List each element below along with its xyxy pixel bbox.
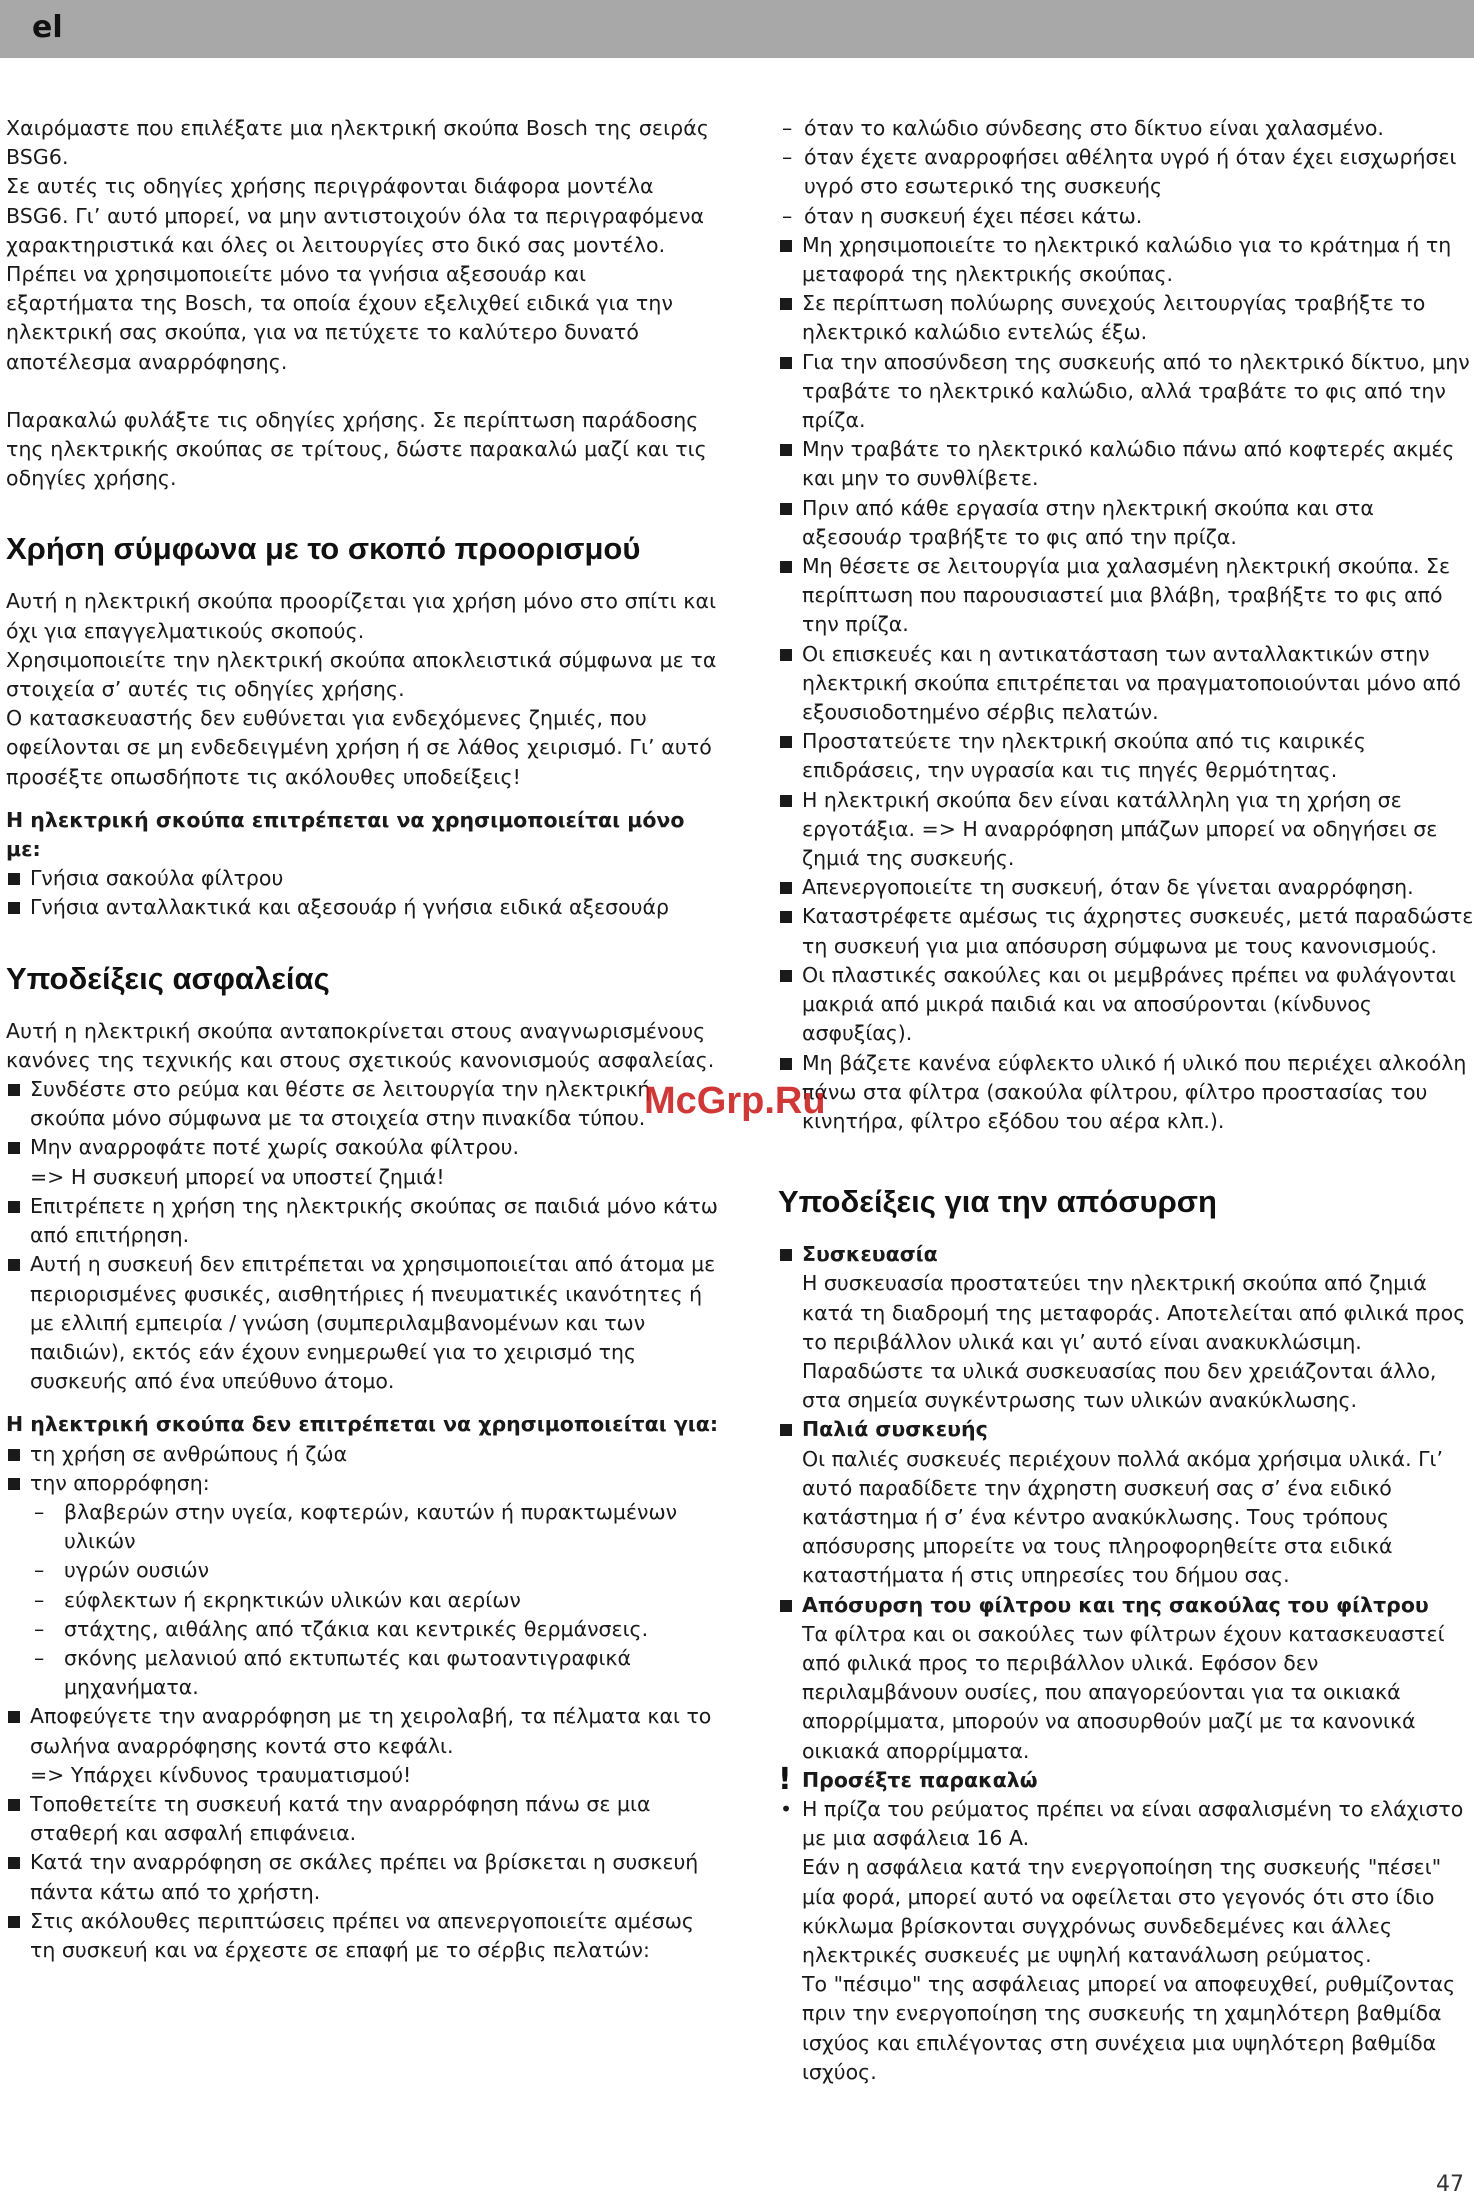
- safety-item: Καταστρέφετε αμέσως τις άχρηστες συσκευές, μετά παραδώστε τη συσκευή για μια απόσυρση σύμφωνα με τους κανονισμούς.: [778, 902, 1474, 960]
- language-code: el: [32, 10, 63, 45]
- safety-item: Αυτή η συσκευή δεν επιτρέπεται να χρησιμοποιείται από άτομα με περιορισμένες φυσικές, αισθητήριες ή πνευματικές ικανότητες ή με ελλιπή εμπειρία / γνώση (συμπεριλαμβανομένων και των παιδιών), εκτός εάν έχουν ενημερωθεί για το χειρισμό της συσκευής από ένα υπεύθυνο άτομο.: [6, 1250, 720, 1396]
- absorb-item: – εύφλεκτων ή εκρηκτικών υλικών και αερίων: [6, 1586, 720, 1615]
- safety-damage-note: => Η συσκευή μπορεί να υποστεί ζημιά!: [30, 1164, 445, 1189]
- safety-item: Μη χρησιμοποιείτε το ηλεκτρικό καλώδιο για το κράτημα ή τη μεταφορά της ηλεκτρικής σκούπας.: [778, 231, 1474, 289]
- left-column: [6, 114, 720, 1965]
- right-column: [778, 114, 1474, 2087]
- service-case-item: – όταν η συσκευή έχει πέσει κάτω.: [778, 202, 1474, 231]
- attention-item: • Η πρίζα του ρεύματος πρέπει να είναι ασφαλισμένη το ελάχιστο με μια ασφάλεια 16 A.: [778, 1795, 1474, 1853]
- disposal-old-device-title: Παλιά συσκευής: [778, 1415, 1474, 1444]
- not-allowed-item: τη χρήση σε ανθρώπους ή ζώα: [6, 1440, 720, 1469]
- intro-paragraph-1: Χαιρόμαστε που επιλέξατε μια ηλεκτρική σκούπα Bosch της σειράς BSG6.: [6, 116, 709, 170]
- safety-item: Πριν από κάθε εργασία στην ηλεκτρική σκούπα και στα αξεσουάρ τραβήξτε το φις από την πρίζα.: [778, 494, 1474, 552]
- disposal-filter-text: Τα φίλτρα και οι σακούλες των φίλτρων έχουν κατασκευαστεί από φιλικά προς το περιβάλλον υλικά. Εφόσον δεν περιλαμβάνουν ουσίες, που απαγορεύονται για τα οικιακά απορρίμματα, μπορούν να αποσυρθούν μαζί με τα κανονικά οικιακά απορρίμματα.: [802, 1621, 1445, 1763]
- injury-note: => Υπάρχει κίνδυνος τραυματισμού!: [30, 1762, 412, 1787]
- attention-paragraph: Εάν η ασφάλεια κατά την ενεργοποίηση της συσκευής "πέσει" μία φορά, μπορεί αυτό να οφείλεται στο γεγονός ότι στο ίδιο κύκλωμα βρίσκονται συγχρόνως συνδεδεμένες και άλλες ηλεκτρικές συσκευές με υψηλή κατανάλωση ρεύματος.: [802, 1855, 1442, 1967]
- intro-paragraph-3: Πρέπει να χρησιμοποιείτε μόνο τα γνήσια αξεσουάρ και εξαρτήματα της Bosch, τα οποία έχουν εξελιχθεί ειδικά για την ηλεκτρική σας σκούπα, για να πετύχετε το καλύτερο δυνατό αποτέλεσμα αναρρόφησης.: [6, 262, 673, 374]
- allowed-use-title: Η ηλεκτρική σκούπα επιτρέπεται να χρησιμοποιείται μόνο με:: [6, 807, 685, 862]
- safety-item: Οι πλαστικές σακούλες και οι μεμβράνες πρέπει να φυλάγονται μακριά από μικρά παιδιά και να αποσύρονται (κίνδυνος ασφυξίας).: [778, 961, 1474, 1049]
- attention-block: [778, 1761, 1474, 1797]
- safety-item: Σε περίπτωση πολύωρης συνεχούς λειτουργίας τραβήξτε το ηλεκτρικό καλώδιο εντελώς έξω.: [778, 289, 1474, 347]
- watermark: McGrp.Ru: [644, 1080, 826, 1122]
- safety-item: Κατά την αναρρόφηση σε σκάλες πρέπει να βρίσκεται η συσκευή πάντα κάτω από το χρήστη.: [6, 1848, 720, 1906]
- safety-item: Στις ακόλουθες περιπτώσεις πρέπει να απενεργοποιείτε αμέσως τη συσκευή και να έρχεστε σε επαφή με το σέρβις πελατών:: [6, 1907, 720, 1965]
- allowed-item: Γνήσια σακούλα φίλτρου: [6, 864, 720, 893]
- intended-use-paragraph-3: Ο κατασκευαστής δεν ευθύνεται για ενδεχόμενες ζημιές, που οφείλονται σε μη ενδεδειγμένη χρήση ή σε λάθος χειρισμό. Γι’ αυτό προσέξτε οπωσδήποτε τις ακόλουθες υποδείξεις!: [6, 706, 712, 789]
- service-case-item: – όταν το καλώδιο σύνδεσης στο δίκτυο είναι χαλασμένο.: [778, 114, 1474, 143]
- safety-item: Μη βάζετε κανένα εύφλεκτο υλικό ή υλικό που περιέχει αλκοόλη πάνω στα φίλτρα (σακούλα φίλτρου, φίλτρο προστασίας του κινητήρα, φίλτρο εξόδου του αέρα κλπ.).: [778, 1049, 1474, 1137]
- disposal-packaging-title: Συσκευασία: [778, 1240, 1474, 1269]
- service-case-item: – όταν έχετε αναρροφήσει αθέλητα υγρό ή όταν έχει εισχωρήσει υγρό στο εσωτερικό της συσκευής: [778, 143, 1474, 201]
- disposal-filter-title: Απόσυρση του φίλτρου και της σακούλας του φίλτρου: [778, 1591, 1474, 1620]
- safety-intro: Αυτή η ηλεκτρική σκούπα ανταποκρίνεται στους αναγνωρισμένους κανόνες της τεχνικής και στους σχετικούς κανονισμούς ασφαλείας.: [6, 1018, 715, 1072]
- header-bar: [0, 0, 1474, 58]
- safety-item: Μη θέσετε σε λειτουργία μια χαλασμένη ηλεκτρική σκούπα. Σε περίπτωση που παρουσιαστεί μια βλάβη, τραβήξτε το φις από την πρίζα.: [778, 552, 1474, 640]
- section-safety-title: Υποδείξεις ασφαλείας: [6, 960, 330, 996]
- keep-instructions-paragraph: Παρακαλώ φυλάξτε τις οδηγίες χρήσης. Σε περίπτωση παράδοσης της ηλεκτρικής σκούπας σε τρίτους, δώστε παρακαλώ μαζί και τις οδηγίες χρήσης.: [6, 407, 707, 491]
- intended-use-paragraph-1: Αυτή η ηλεκτρική σκούπα προορίζεται για χρήση μόνο στο σπίτι και όχι για επαγγελματικούς σκοπούς.: [6, 589, 717, 643]
- not-allowed-item: την απορρόφηση:: [6, 1469, 720, 1498]
- not-allowed-title: Η ηλεκτρική σκούπα δεν επιτρέπεται να χρησιμοποιείται για:: [6, 1412, 719, 1437]
- absorb-item: – υγρών ουσιών: [6, 1556, 720, 1585]
- page-number: 47: [1436, 2172, 1464, 2197]
- safety-item: Η ηλεκτρική σκούπα δεν είναι κατάλληλη για τη χρήση σε εργοτάξια. => Η αναρρόφηση μπάζων μπορεί να οδηγήσει σε ζημιά της συσκευής.: [778, 786, 1474, 874]
- attention-title: Προσέξτε παρακαλώ: [802, 1767, 1038, 1792]
- section-intended-use-title: Χρήση σύμφωνα με το σκοπό προορισμού: [6, 531, 641, 567]
- attention-paragraph: Το "πέσιμο" της ασφάλειας μπορεί να αποφευχθεί, ρυθμίζοντας πριν την ενεργοποίηση της συσκευής τη χαμηλότερη βαθμίδα ισχύος και επιλέγοντας στη συνέχεια μια υψηλότερη βαθμίδα ισχύος.: [802, 1972, 1456, 2084]
- safety-item: Μην αναρροφάτε ποτέ χωρίς σακούλα φίλτρου.: [6, 1133, 720, 1162]
- safety-item: Για την αποσύνδεση της συσκευής από το ηλεκτρικό δίκτυο, μην τραβάτε το ηλεκτρικό καλώδιο, αλλά τραβάτε το φις από την πρίζα.: [778, 348, 1474, 436]
- intended-use-paragraph-2: Χρησιμοποιείτε την ηλεκτρική σκούπα αποκλειστικά σύμφωνα με τα στοιχεία σ’ αυτές τις οδηγίες χρήσης.: [6, 647, 717, 702]
- absorb-item: – σκόνης μελανιού από εκτυπωτές και φωτοαντιγραφικά μηχανήματα.: [6, 1644, 720, 1702]
- absorb-item: – στάχτης, αιθάλης από τζάκια και κεντρικές θερμάνσεις.: [6, 1615, 720, 1644]
- disposal-packaging-text: Η συσκευασία προστατεύει την ηλεκτρική σκούπα από ζημιά κατά τη διαδρομή της μεταφοράς. Αποτελείται από φιλικά προς το περιβάλλον υλικά και γι’ αυτό είναι ανακυκλώσιμη. Παραδώστε τα υλικά συσκευασίας που δεν χρειάζονται άλλο, στα σημεία συγκέντρωσης των υλικών ανακύκλωσης.: [802, 1271, 1466, 1413]
- disposal-old-device-text: Οι παλιές συσκευές περιέχουν πολλά ακόμα χρήσιμα υλικά. Γι’ αυτό παραδίδετε την άχρηστη συσκευή σας σ’ ένα ειδικό κατάστημα ή σ’ ένα κέντρο ανακύκλωσης. Τους τρόπους απόσυρσης μπορείτε να τους πληροφορηθείτε στα ειδικά καταστήματα ή στις υπηρεσίες του δήμου σας.: [802, 1446, 1443, 1588]
- safety-item: Επιτρέπετε η χρήση της ηλεκτρικής σκούπας σε παιδιά μόνο κάτω από επιτήρηση.: [6, 1192, 720, 1250]
- safety-item: Συνδέστε στο ρεύμα και θέστε σε λειτουργία την ηλεκτρική σκούπα μόνο σύμφωνα με τα στοιχεία στην πινακίδα τύπου.: [6, 1075, 720, 1133]
- safety-item: Μην τραβάτε το ηλεκτρικό καλώδιο πάνω από κοφτερές ακμές και μην το συνθλίβετε.: [778, 435, 1474, 493]
- exclamation-icon: !: [778, 1761, 792, 1797]
- intro-paragraph-2: Σε αυτές τις οδηγίες χρήσης περιγράφονται διάφορα μοντέλα BSG6. Γι’ αυτό μπορεί, να μην αντιστοιχούν όλα τα περιγραφόμενα χαρακτηριστικά και όλες οι λειτουργίες στο δικό σας μοντέλο.: [6, 174, 705, 257]
- safety-item: Απενεργοποιείτε τη συσκευή, όταν δε γίνεται αναρρόφηση.: [778, 873, 1474, 902]
- allowed-item: Γνήσια ανταλλακτικά και αξεσουάρ ή γνήσια ειδικά αξεσουάρ: [6, 893, 720, 922]
- safety-item: Αποφεύγετε την αναρρόφηση με τη χειρολαβή, τα πέλματα και το σωλήνα αναρρόφησης κοντά στο κεφάλι.: [6, 1702, 720, 1760]
- safety-item: Τοποθετείτε τη συσκευή κατά την αναρρόφηση πάνω σε μια σταθερή και ασφαλή επιφάνεια.: [6, 1790, 720, 1848]
- section-disposal-title: Υποδείξεις για την απόσυρση: [778, 1184, 1217, 1220]
- safety-item: Οι επισκευές και η αντικατάσταση των ανταλλακτικών στην ηλεκτρική σκούπα επιτρέπεται να πραγματοποιούνται μόνο από εξουσιοδοτημένο σέρβις πελατών.: [778, 640, 1474, 728]
- safety-item: Προστατεύετε την ηλεκτρική σκούπα από τις καιρικές επιδράσεις, την υγρασία και τις πηγές θερμότητας.: [778, 727, 1474, 785]
- absorb-item: – βλαβερών στην υγεία, κοφτερών, καυτών ή πυρακτωμένων υλικών: [6, 1498, 720, 1556]
